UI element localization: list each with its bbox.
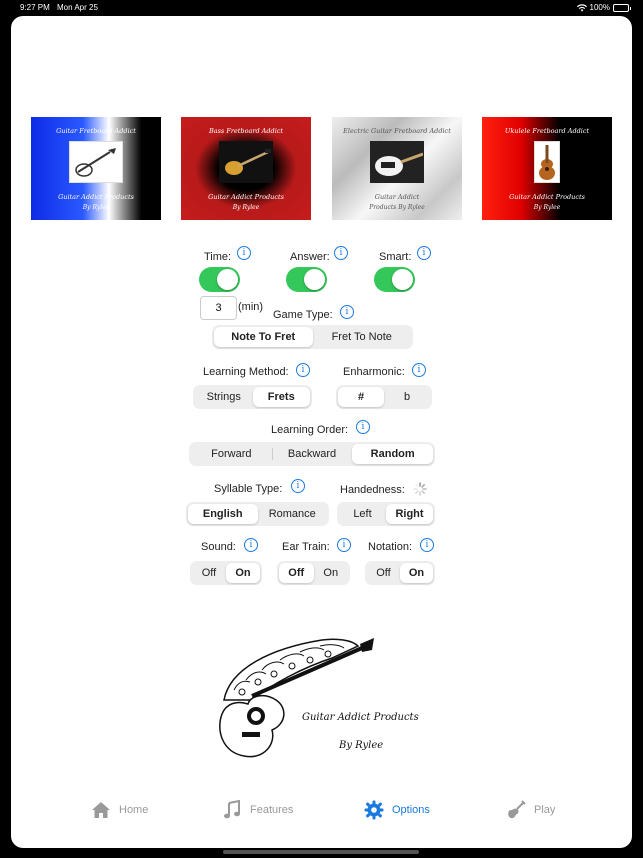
learning-order-random[interactable]: Random [352,444,433,464]
learning-method-segmented [193,385,312,409]
notation-segmented [365,561,435,585]
guitar-icon [506,800,526,820]
sound-segmented [190,561,262,585]
notation-on[interactable]: On [400,563,433,583]
enharmonic-info-icon[interactable]: i [412,363,426,377]
logo-text-line1: Guitar Addict Products [302,712,419,723]
learning-method-label: Learning Method: [203,366,289,378]
learning-method-info-icon[interactable]: i [296,363,310,377]
handedness-segmented [337,502,435,526]
options-sheet [11,16,632,848]
enharmonic-sharp[interactable]: # [338,387,384,407]
notation-off[interactable]: Off [376,567,391,579]
answer-label: Answer: [290,251,330,263]
home-icon [91,800,111,820]
ear-train-info-icon[interactable]: i [337,538,351,552]
product-title: Ukulele Fretboard Addict [504,127,590,135]
smart-label: Smart: [379,251,412,263]
product-footer: Guitar Addict Products [58,193,134,201]
smart-toggle[interactable] [374,267,415,292]
product-card-bass[interactable] [181,117,311,220]
syllable-type-segmented [186,502,329,526]
time-minutes-input[interactable]: 3 [200,296,237,320]
smart-info-icon[interactable]: i [417,246,431,260]
ukulele-image [534,141,560,183]
product-author: By Rylee [82,204,110,211]
product-footer: Guitar Addict Products [509,193,585,201]
product-card-ukulele[interactable] [482,117,612,220]
game-type-info-icon[interactable]: i [340,305,354,319]
guitar-image [69,141,123,183]
syllable-type-info-icon[interactable]: i [291,479,305,493]
game-type-label: Game Type: [273,309,333,321]
electric-guitar-image [370,141,424,183]
product-card-guitar[interactable] [31,117,161,220]
status-right [577,3,629,12]
product-title: Guitar Fretboard Addict [56,127,136,135]
ear-train-segmented [277,561,350,585]
answer-toggle[interactable] [286,267,327,292]
home-indicator[interactable] [223,850,419,854]
learning-order-info-icon[interactable]: i [356,420,370,434]
learning-order-segmented [189,442,435,466]
product-author: By Rylee [533,204,561,211]
product-title: Bass Fretboard Addict [208,127,284,135]
bass-image [219,141,273,183]
notation-info-icon[interactable]: i [420,538,434,552]
enharmonic-flat[interactable]: b [403,391,411,403]
sound-label: Sound: [201,541,236,553]
status-date: Mon Apr 25 [57,3,98,12]
product-footer: Guitar Addict [374,193,420,201]
product-card-electric[interactable] [332,117,462,220]
ear-train-on[interactable]: On [323,567,339,579]
tab-play[interactable] [506,800,555,820]
handedness-label: Handedness: [340,484,405,496]
game-type-segmented [212,325,413,349]
enharmonic-segmented [336,385,432,409]
sound-on[interactable]: On [226,563,260,583]
tab-options[interactable] [364,800,430,820]
sound-off[interactable]: Off [201,567,217,579]
tab-options-label: Options [392,804,430,816]
tab-home-label: Home [119,804,149,816]
product-author: By Rylee [232,204,260,211]
logo-text-line2: By Rylee [339,740,384,751]
product-title: Electric Guitar Fretboard Addict [343,127,451,135]
tab-home[interactable] [91,800,148,820]
answer-info-icon[interactable]: i [334,246,348,260]
enharmonic-label: Enharmonic: [343,366,405,378]
tab-features-label: Features [250,804,294,816]
learning-order-label: Learning Order: [271,424,349,436]
syllable-type-label: Syllable Type: [214,483,283,495]
gear-icon [364,800,384,820]
battery-icon [613,4,629,12]
tab-play-label: Play [534,804,556,816]
product-footer: Guitar Addict Products [208,193,284,201]
game-type-fret-to-note[interactable]: Fret To Note [331,331,392,343]
learning-order-backward[interactable]: Backward [272,444,353,464]
status-bar [0,0,643,16]
notation-label: Notation: [368,541,413,553]
product-author: Products By Rylee [369,204,425,211]
time-label: Time: [204,251,232,263]
syllable-type-romance[interactable]: Romance [268,508,316,520]
time-unit-label: (min) [238,301,264,313]
status-time: 9:27 PM [20,3,50,12]
tab-bar [11,794,632,844]
loading-spinner-icon [413,482,427,496]
battery-percent: 100% [589,3,610,12]
handedness-left[interactable]: Left [353,508,372,520]
guitar-addict-logo [212,634,422,762]
time-toggle[interactable] [199,267,240,292]
wifi-icon [577,4,587,12]
tab-features[interactable] [222,800,293,820]
handedness-right[interactable]: Right [386,504,433,524]
ear-train-off[interactable]: Off [279,563,314,583]
game-type-note-to-fret[interactable]: Note To Fret [214,327,313,347]
sound-info-icon[interactable]: i [244,538,258,552]
music-note-icon [222,800,242,820]
learning-order-forward[interactable]: Forward [211,448,252,460]
syllable-type-english[interactable]: English [188,504,258,524]
guitar-logo-icon [212,634,422,762]
learning-method-frets[interactable]: Frets [253,387,311,407]
time-info-icon[interactable]: i [237,246,251,260]
ear-train-label: Ear Train: [282,541,330,553]
learning-method-strings[interactable]: Strings [206,391,241,403]
